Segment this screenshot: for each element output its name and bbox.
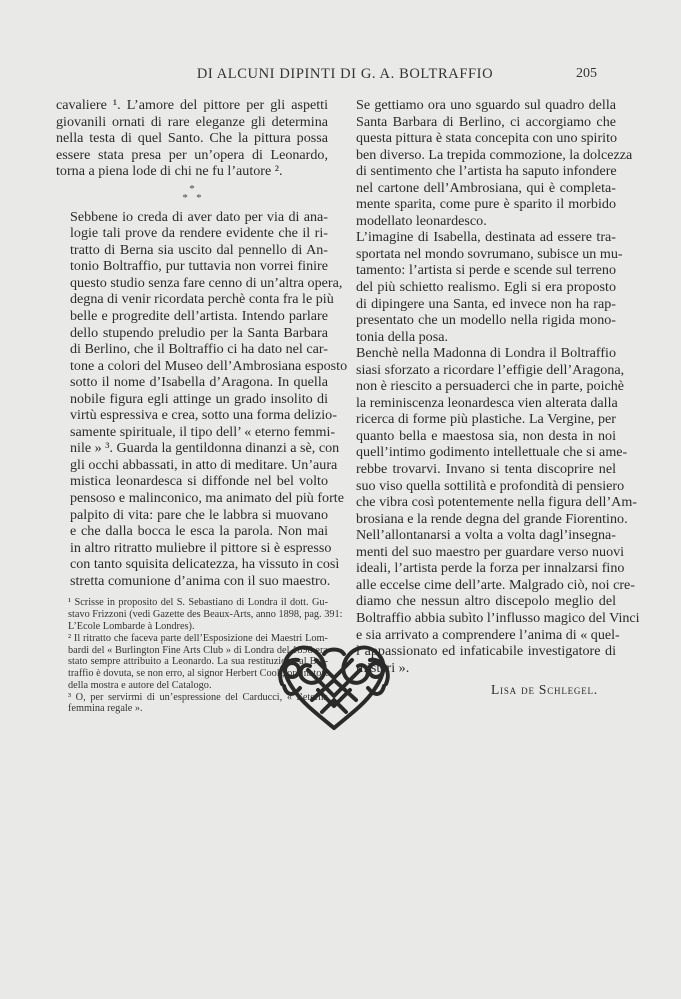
text-line: tonia della posa. — [356, 328, 448, 345]
left-column — [56, 97, 348, 715]
text-line: quell’intimo godimento intellettuale che si ame- — [356, 444, 628, 461]
footnote-line: della mostra e autore del Catalogo. — [68, 679, 212, 691]
text-line: samente spirituale, il tipo dell’ « eterno femmi- — [70, 423, 336, 440]
text-line: quanto bella e maestosa sia, non desta in noi — [356, 427, 616, 444]
text-line: giovanili ornati di rare eleganze gli determina — [56, 113, 328, 130]
text-line: suo viso quella sottilità e profondità di pensiero — [356, 477, 625, 494]
text-line: Sebbene io creda di aver dato per via di ana- — [70, 208, 328, 225]
footnote-line: bardi del « Burlington Fine Arts Club » di Londra del 1898 era — [68, 644, 328, 656]
text-line: essere stata presa per un’opera di Leonardo, — [56, 146, 328, 163]
section-separator — [56, 182, 328, 204]
footnote-line: stavo Frizzoni (vedi Gazette des Beaux-Arts, anno 1898, pag. 391: — [68, 609, 343, 621]
text-line: presentato che un modello nella rigida mono- — [356, 312, 616, 329]
footnote-line: stato sempre attribuito a Leonardo. La sua restituzione al Bol- — [68, 656, 328, 668]
right-paragraph-3 — [342, 345, 637, 527]
text-line: alle eccelse cime dell’arte. Malgrado ciò, noi cre- — [356, 576, 635, 593]
text-line: dello stupendo preludio per la Santa Barbara — [70, 324, 328, 341]
text-line: torna a piena lode di chi ne fu l’autore ². — [56, 163, 283, 180]
text-line: la reminiscenza leonardesca vien alterata dalla — [356, 394, 618, 411]
text-line: logie tali prove da rendere evidente che il ri- — [70, 225, 328, 242]
text-line: del più schietto realismo. Egli si era proposto — [356, 279, 616, 296]
text-line: di Berlino, che il Boltraffio ci ha dato nel car- — [70, 341, 328, 358]
text-line: nile » ³. Guarda la gentildonna dinanzi a sè, con — [70, 440, 340, 457]
footnote-line: ¹ Scrisse in proposito del S. Sebastiano di Londra il dott. Gu- — [68, 597, 328, 609]
text-line: tamento: l’artista si perde e scende sul terreno — [356, 262, 616, 279]
text-line: degna di venir ricordata perchè conta fra le più — [70, 291, 334, 308]
text-line: di sentimento che l’artista ha saputo infondere — [356, 163, 617, 180]
text-line: Santa Barbara di Berlino, ci accorgiamo che — [356, 113, 616, 130]
left-paragraph-2 — [56, 208, 348, 590]
text-line: ben diverso. La trepida commozione, la dolcezza — [356, 146, 633, 163]
text-line: Boltraffio abbia subìto l’influsso magico del Vinci — [356, 609, 640, 626]
left-paragraph-1 — [56, 97, 328, 180]
text-line: non è riescito a persuaderci che in parte, poichè — [356, 378, 625, 395]
text-line: stretta comunione d’anima con il suo maestro. — [70, 572, 331, 589]
text-line: ricerca di forme più plastiche. La Vergine, per — [356, 411, 616, 428]
footnote-line: femmina regale ». — [68, 703, 143, 715]
celtic-knot-ornament-icon — [272, 640, 396, 732]
text-line: Se gettiamo ora uno sguardo sul quadro della — [356, 97, 616, 113]
text-line: cavaliere ¹. L’amore del pittore per gli aspetti — [56, 97, 328, 113]
text-line: Nell’allontanarsi a volta a volta dagl’insegna- — [356, 527, 616, 544]
asterism-top: * — [189, 182, 195, 195]
page-number: 205 — [576, 66, 597, 81]
text-line: mistica leonardesca si diffonde nel bel volto — [70, 473, 328, 490]
text-line: nobile figura egli attinge un grado insolito di — [70, 390, 328, 407]
text-line: palpito di vita: pare che le labbra si muovano — [70, 506, 328, 523]
text-line: nella testa di quel Santo. Che la pittura possa — [56, 130, 328, 147]
text-line: ideali, l’artista perde la forza per innalzarsi fino — [356, 560, 625, 577]
text-line: misteri ». — [356, 659, 410, 676]
text-line: questa pittura è stata concepita con uno spirito — [356, 130, 618, 147]
text-line: siasi sforzato a ricordare l’effigie dell’Aragona, — [356, 361, 625, 378]
text-line: mente sparita, come pure è sparito il morbido — [356, 196, 616, 213]
footnote-line: traffio è dovuta, se non erro, al signor Herbert Cook, ordinatore — [68, 668, 330, 680]
running-title: DI ALCUNI DIPINTI DI G. A. BOLTRAFFIO — [196, 66, 494, 82]
asterism-bottom: * * — [182, 191, 202, 204]
right-paragraph-1 — [342, 97, 633, 229]
text-line: tratto di Berna sia uscito dal pennello di An- — [70, 241, 328, 258]
footnote-line: L’Ecole Lombarde à Londres). — [68, 620, 195, 632]
text-line: virtù espressiva e crea, sotto una forma delizio- — [70, 407, 337, 424]
text-line: in altro ritratto muliebre il pittore si è espresso — [70, 539, 332, 556]
text-line: brosiana e la rende degna del grande Fiorentino. — [356, 510, 628, 527]
text-line: di dipingere una Santa, ed invece non ha rap- — [356, 295, 616, 312]
text-line: sotto il nome d’Isabella d’Aragona. In quella — [70, 374, 328, 391]
text-line: l’appassionato ed infaticabile investigatore di — [356, 643, 616, 660]
right-paragraph-2 — [342, 229, 623, 345]
text-line: che vibra così potentemente nella figura dell’Am- — [356, 494, 637, 511]
text-line: modellato leonardesco. — [356, 212, 487, 229]
text-line: Benchè nella Madonna di Londra il Boltraffio — [356, 345, 616, 362]
right-column — [342, 97, 640, 699]
text-line: L’imagine di Isabella, destinata ad essere tra- — [356, 229, 616, 246]
text-line: rebbe trovarvi. Invano si tenta discoprire nel — [356, 461, 616, 478]
text-line: nel cartone dell’Ambrosiana, qui è completa- — [356, 179, 616, 196]
text-line: menti del suo maestro per guardare verso nuovi — [356, 543, 625, 560]
text-line: sportata nel mondo sovrumano, subisce un mu- — [356, 245, 623, 262]
footnote-line: ³ O, per servirmi di un’espressione del Carducci, « l’eterna — [68, 691, 328, 703]
text-line: tone a colori del Museo dell’Ambrosiana esposto — [70, 357, 348, 374]
text-line: diamo che nessun altro discepolo meglio del — [356, 593, 616, 610]
text-line: tonio Boltraffio, pur tuttavia non vorrei finire — [70, 258, 328, 275]
page-header — [0, 66, 681, 86]
text-line: belle e progredite dell’artista. Intendo parlare — [70, 308, 328, 325]
footnote-line: ² Il ritratto che faceva parte dell’Esposizione dei Maestri Lom- — [68, 632, 328, 644]
text-line: e sia arrivato a comprendere l’anima di « quel- — [356, 626, 620, 643]
text-line: e che dalla bocca le esca la parola. Non mai — [70, 523, 328, 540]
text-line: questo studio senza fare cenno di un’altra opera, — [70, 274, 343, 291]
text-line: gli occhi abbassati, in atto di meditare. Un’aura — [70, 456, 338, 473]
author-signature: Lisa de Schlegel. — [491, 682, 598, 698]
footnote-1 — [56, 597, 343, 632]
text-line: con tanto squisita delicatezza, ha vissuto in così — [70, 556, 340, 573]
text-line: pensoso e malinconico, ma animato del più forte — [70, 490, 344, 507]
